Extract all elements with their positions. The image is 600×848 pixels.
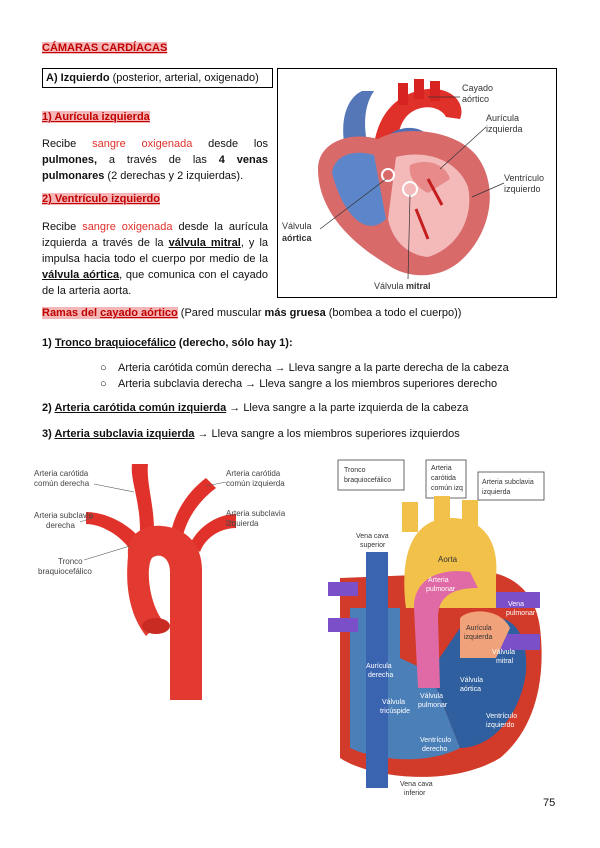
page-title: CÁMARAS CARDÍACAS — [42, 42, 168, 54]
box-subclavia-2: izquierda — [482, 489, 511, 496]
aortic-arch-figure — [30, 460, 300, 700]
rama-2-name: Arteria carótida común izquierda — [54, 402, 227, 414]
arch-branch-3 — [430, 81, 440, 101]
carotid-right-shape — [132, 464, 154, 530]
rama-3-rest: → Lleva sangre a los miembros superiores izquierdos — [194, 428, 460, 440]
rama-3 — [42, 428, 460, 440]
label-valvula-tricuspide-2: tricúspide — [380, 708, 410, 715]
pulmonary-vein-4 — [328, 618, 358, 632]
list-item — [100, 360, 509, 376]
rama-2-rest: → Lleva sangre a la parte izquierda de la cabeza — [226, 402, 469, 414]
label-auricula-1: Aurícula — [486, 113, 520, 123]
ramas-detail-b: más gruesa — [264, 307, 326, 319]
page-number: 75 — [543, 797, 556, 809]
p1-text-b: desde los — [192, 138, 268, 150]
bullet-dot: ○ — [100, 362, 107, 374]
vena-cava-shape — [366, 552, 388, 788]
rama-3-num: 3) — [42, 428, 55, 440]
label-vena-pulmonar-1: Vena — [508, 601, 524, 608]
p2-red: sangre oxigenada — [82, 221, 173, 233]
label-ventriculo-2: izquierdo — [504, 184, 541, 194]
label-tronco-1: Tronco — [58, 557, 83, 566]
arch-branch-1 — [398, 83, 408, 105]
section-a-letter: A) — [46, 72, 58, 84]
rama-1 — [42, 337, 293, 349]
aorta-branch-1 — [402, 502, 418, 532]
label-valvula-aortica-1: Válvula — [282, 221, 312, 231]
p1-text-d: (2 derechas y 2 izquierdas). — [104, 170, 244, 182]
box-carotida-3: común izq — [431, 485, 463, 492]
rama-2 — [42, 402, 468, 414]
aorta-shape — [127, 526, 202, 700]
box-carotida-2: carótida — [431, 475, 456, 482]
rama-1-note: (derecho, sólo hay 1): — [175, 337, 293, 349]
ramas-label-u: cayado aórtico — [100, 307, 178, 319]
p1-bold1: pulmones, — [42, 154, 98, 166]
label-subclavia-derecha-2: derecha — [46, 521, 75, 530]
label-tronco-2: braquiocefálico — [38, 567, 92, 576]
aortic-arch-illustration — [30, 460, 300, 700]
label-valvula-pulmonar-1: Válvula — [420, 693, 443, 700]
p2-text-a: Recibe — [42, 221, 83, 233]
label-valvula-mitral-1: Válvula — [492, 649, 515, 656]
label-auricula-izq-1: Aurícula — [466, 625, 492, 632]
label-vena-cava-sup-1: Vena cava — [356, 533, 389, 540]
label-valvula-pulmonar-2: pulmonar — [418, 702, 448, 709]
label-valvula-mitral-2: mitral — [496, 658, 514, 665]
ramas-line — [42, 307, 461, 319]
label-valvula-aortica-2: aórtica — [460, 686, 482, 693]
rama-1-name: Tronco braquiocefálico — [54, 337, 176, 349]
label-subclavia-izquierda-2: izquierda — [226, 519, 259, 528]
aorta-branch-3 — [462, 500, 478, 530]
label-valvula-mitral-b: mitral — [406, 281, 431, 291]
label-ventriculo-izq-1: Ventrículo — [486, 713, 518, 720]
aorta-branch-2 — [434, 496, 450, 526]
p1-bold2: 4 venas pulmonares — [42, 154, 268, 182]
arch-branch-2 — [414, 79, 424, 99]
label-auricula-2: izquierda — [486, 124, 523, 134]
p2-text-c: , y la impulsa hacia todo el cuerpo por medio de la — [42, 237, 268, 265]
label-ventriculo-izq-2: izquierdo — [486, 722, 515, 729]
label-aorta: Aorta — [438, 555, 458, 564]
label-carotida-izquierda-1: Arteria carótida — [226, 469, 281, 478]
label-carotida-derecha-2: común derecha — [34, 479, 90, 488]
label-ventriculo-der-2: derecho — [422, 746, 448, 753]
label-subclavia-izquierda-1: Arteria subclavia — [226, 509, 286, 518]
label-auricula-izq-2: izquierda — [464, 634, 493, 641]
section-a-box — [42, 68, 273, 88]
section-a-detail: (posterior, arterial, oxigenado) — [112, 72, 259, 84]
p2-bu2: válvula aórtica — [42, 269, 120, 281]
label-auricula-der-2: derecha — [368, 672, 394, 679]
label-valvula-mitral-a: Válvula — [374, 281, 407, 291]
section-a-name: Izquierdo — [60, 72, 110, 84]
ramas-detail-a: (Pared muscular — [177, 307, 265, 319]
p1-text-a: Recibe — [42, 138, 93, 150]
box-tronco — [338, 460, 404, 490]
label-vena-cava-inf-2: inferior — [404, 790, 426, 797]
rama-3-name: Arteria subclavia izquierda — [54, 428, 195, 440]
label-arteria-pulmonar-1: Arteria — [428, 577, 449, 584]
label-vena-cava-inf-1: Vena cava — [400, 781, 433, 788]
p2-text-d: , que comunica con el cayado de la arteria aorta. — [42, 269, 268, 297]
label-cayado-2: aórtico — [462, 94, 490, 104]
label-vena-cava-sup-2: superior — [360, 542, 386, 549]
leader-tronco — [84, 546, 130, 560]
label-cayado-1: Cayado — [462, 83, 494, 93]
heart-full-illustration — [310, 458, 560, 798]
label-subclavia-derecha-1: Arteria subclavia — [34, 511, 94, 520]
label-carotida-derecha-1: Arteria carótida — [34, 469, 89, 478]
label-carotida-izquierda-2: común izquierda — [226, 479, 285, 488]
box-carotida-1: Arteria — [431, 465, 452, 472]
label-auricula-der-1: Aurícula — [366, 663, 392, 670]
label-valvula-aortica-2: aórtica — [282, 233, 312, 243]
rama-1-num: 1) — [42, 337, 55, 349]
p2-text-b: desde la aurícula izquierda a través de la — [42, 221, 269, 249]
label-valvula-mitral — [374, 281, 431, 291]
label-valvula-aortica-1: Válvula — [460, 677, 483, 684]
heading-ventriculo-izquierdo: 2) Ventrículo izquierdo — [42, 193, 160, 205]
rama-1-bullets — [100, 360, 509, 392]
p1-text-c: a través de las — [97, 154, 219, 166]
box-tronco-1: Tronco — [344, 467, 366, 474]
label-arteria-pulmonar-2: pulmonar — [426, 586, 456, 593]
heart-full-figure — [310, 458, 560, 798]
label-vena-pulmonar-2: pulmonar — [506, 610, 536, 617]
label-valvula-tricuspide-1: Válvula — [382, 699, 405, 706]
leader-carotida-derecha — [94, 484, 134, 492]
bullet-dot: ○ — [100, 378, 107, 390]
pulmonary-vein-3 — [328, 582, 358, 596]
heart-left-illustration — [278, 69, 556, 297]
ramas-detail-c: (bombea a todo el cuerpo)) — [325, 307, 462, 319]
box-subclavia-1: Arteria subclavia — [482, 479, 534, 486]
bullet-text: Arteria carótida común derecha → Lleva sangre a la parte derecha de la cabeza — [118, 362, 509, 374]
ramas-label-a: Ramas del — [42, 307, 101, 319]
ramas-label — [42, 307, 178, 319]
list-item — [100, 376, 509, 392]
heading-auricula-izquierda: 1) Aurícula izquierda — [42, 111, 150, 123]
label-ventriculo-1: Ventrículo — [504, 173, 545, 183]
label-ventriculo-der-1: Ventrículo — [420, 737, 452, 744]
p2-bu1: válvula mitral — [168, 237, 241, 249]
p1-red: sangre oxigenada — [92, 138, 193, 150]
heart-left-figure — [277, 68, 557, 298]
paragraph-auricula — [42, 136, 268, 184]
bullet-text: Arteria subclavia derecha → Lleva sangre a los miembros superiores derecho — [118, 378, 498, 390]
paragraph-ventriculo — [42, 219, 268, 299]
aortic-root-ellipse — [142, 618, 170, 634]
box-tronco-2: braquiocefálico — [344, 477, 392, 484]
rama-2-num: 2) — [42, 402, 55, 414]
